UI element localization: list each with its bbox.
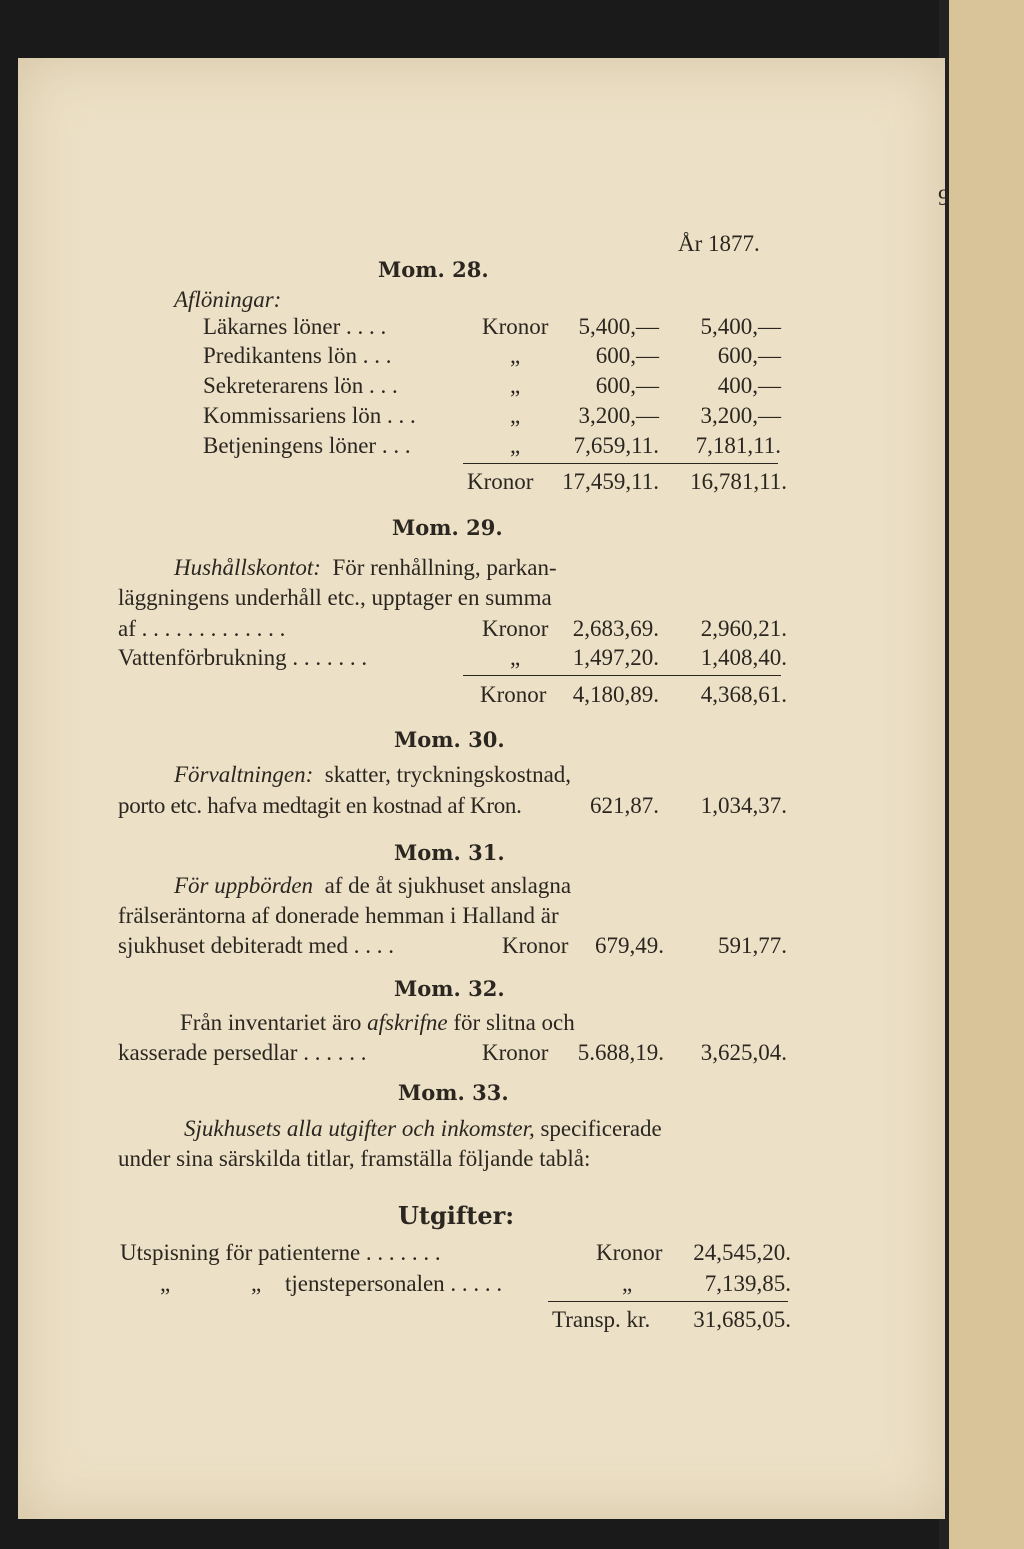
total-value-a: 4,180,89. xyxy=(572,682,659,707)
moment-31-line2: frälseräntorna af donerade hemman i Halland är xyxy=(118,903,559,928)
moment-31-line1 xyxy=(174,873,571,899)
row-value-b: 5,400,— xyxy=(700,314,781,339)
row-value-b: 591,77. xyxy=(718,933,787,958)
utgifter-heading: Utgifter: xyxy=(398,1201,515,1230)
line-text: skatter, tryckningskostnad, xyxy=(324,762,572,787)
row-unit: „ xyxy=(510,433,521,458)
row-unit: „ xyxy=(622,1271,633,1296)
row-value: 24,545,20. xyxy=(693,1240,791,1265)
dot-leader: . . . . . . . xyxy=(286,645,368,670)
row-value-a: 7,659,11. xyxy=(573,433,659,458)
row-value-a: 5.688,19. xyxy=(577,1040,664,1065)
row-label: kasserade persedlar xyxy=(118,1040,298,1065)
row-value: 7,139,85. xyxy=(704,1271,791,1296)
row-label: Vattenförbrukning xyxy=(118,645,287,670)
dot-leader: . . . xyxy=(356,343,392,368)
row-value-b: 7,181,11. xyxy=(695,433,781,458)
line-text: Från inventariet äro xyxy=(180,1010,362,1035)
sum-rule xyxy=(548,1301,788,1302)
row-label: tjenstepersonalen xyxy=(285,1271,445,1296)
total-value-a: 17,459,11. xyxy=(562,469,659,494)
row-unit: Kronor xyxy=(482,314,549,339)
row-unit: Kronor xyxy=(596,1240,663,1265)
row-unit: Kronor xyxy=(482,616,549,641)
dot-leader: . . . xyxy=(363,373,398,398)
row-unit: „ xyxy=(510,645,521,670)
moment-29-line1 xyxy=(174,555,557,581)
row-label: Predikantens lön xyxy=(203,343,357,368)
row-value-a: 621,87. xyxy=(590,793,659,818)
row-value-a: 679,49. xyxy=(595,933,664,958)
year-header: År 1877. xyxy=(678,231,760,256)
moment-30-heading: Mom. 30. xyxy=(394,727,505,752)
line-text: specificerade xyxy=(540,1116,662,1141)
dot-leader: . . . . . . . . . . . . . xyxy=(135,616,286,641)
dot-leader: . . . . . xyxy=(444,1271,503,1296)
italic-term: Sjukhusets alla utgifter och inkomster, xyxy=(184,1116,535,1141)
row-value-a: 5,400,— xyxy=(578,314,659,339)
italic-term: Förvaltningen: xyxy=(174,762,314,787)
moment-29-line2: läggningens underhåll etc., upptager en summa xyxy=(118,585,552,610)
moment-32-line1 xyxy=(180,1010,575,1036)
dot-leader: . . . . xyxy=(340,314,387,339)
row-value-a: 1,497,20. xyxy=(572,645,659,670)
moment-32-heading: Mom. 32. xyxy=(394,976,505,1001)
row-label: af xyxy=(118,616,136,641)
italic-term: Hushållskontot: xyxy=(174,555,321,580)
dot-leader: . . . xyxy=(376,433,411,458)
total-label: Kronor xyxy=(480,682,547,707)
italic-term: afskrifne xyxy=(367,1010,448,1035)
row-label: Sekreterarens lön xyxy=(203,373,364,398)
dot-leader: . . . . . . . xyxy=(360,1240,441,1265)
row-unit: „ xyxy=(510,343,521,368)
total-label: Kronor xyxy=(467,469,534,494)
line-text: för slitna och xyxy=(453,1010,575,1035)
italic-term: För uppbörden xyxy=(174,873,314,898)
page-number: 9 xyxy=(938,185,950,210)
row-label: Kommissariens lön xyxy=(203,403,382,428)
line-text: af de åt sjukhuset anslagna xyxy=(324,873,572,898)
moment-33-line2: under sina särskilda titlar, framställa följande tablå: xyxy=(118,1146,591,1171)
dot-leader: . . . . xyxy=(347,933,394,958)
moment-30-line1 xyxy=(174,762,571,788)
line-text: För renhållning, parkan- xyxy=(332,555,557,580)
row-label: Läkarnes löner xyxy=(203,314,341,339)
moment-28-heading: Mom. 28. xyxy=(378,257,489,282)
row-label: sjukhuset debiteradt med xyxy=(118,933,348,958)
moment-31-heading: Mom. 31. xyxy=(394,840,505,865)
row-value-b: 1,034,37. xyxy=(700,793,787,818)
dot-leader: . . . xyxy=(381,403,416,428)
row-value-a: 600,— xyxy=(595,373,659,398)
sum-rule xyxy=(463,463,778,464)
total-value-b: 16,781,11. xyxy=(690,469,787,494)
row-unit: „ xyxy=(510,373,521,398)
transp-value: 31,685,05. xyxy=(693,1307,791,1332)
row-label: Betjeningens löner xyxy=(203,433,377,458)
row-value-b: 2,960,21. xyxy=(700,616,787,641)
row-value-a: 3,200,— xyxy=(578,403,659,428)
row-value-a: 2,683,69. xyxy=(572,616,659,641)
right-background-strip xyxy=(945,0,1024,1549)
total-value-b: 4,368,61. xyxy=(700,682,787,707)
row-unit: „ xyxy=(510,403,521,428)
row-value-a: 600,— xyxy=(595,343,659,368)
ditto-mark: „ xyxy=(251,1271,262,1296)
ditto-mark: „ xyxy=(160,1271,171,1296)
moment-33-line1 xyxy=(184,1116,662,1142)
transp-label: Transp. kr. xyxy=(552,1307,651,1332)
row-unit: Kronor xyxy=(502,933,569,958)
moment-30-line2: porto etc. hafva medtagit en kostnad af Kron. xyxy=(118,793,522,818)
row-value-b: 600,— xyxy=(717,343,781,368)
dot-leader: . . . . . . xyxy=(297,1040,367,1065)
moment-28-subtitle: Aflöningar: xyxy=(174,287,282,312)
row-value-b: 3,625,04. xyxy=(700,1040,787,1065)
sum-rule xyxy=(463,675,781,676)
moment-33-heading: Mom. 33. xyxy=(398,1080,509,1105)
row-label: Utspisning för patienterne xyxy=(120,1240,361,1265)
moment-29-heading: Mom. 29. xyxy=(392,515,503,540)
row-unit: Kronor xyxy=(482,1040,549,1065)
row-value-b: 3,200,— xyxy=(700,403,781,428)
row-value-b: 400,— xyxy=(717,373,781,398)
row-value-b: 1,408,40. xyxy=(700,645,787,670)
